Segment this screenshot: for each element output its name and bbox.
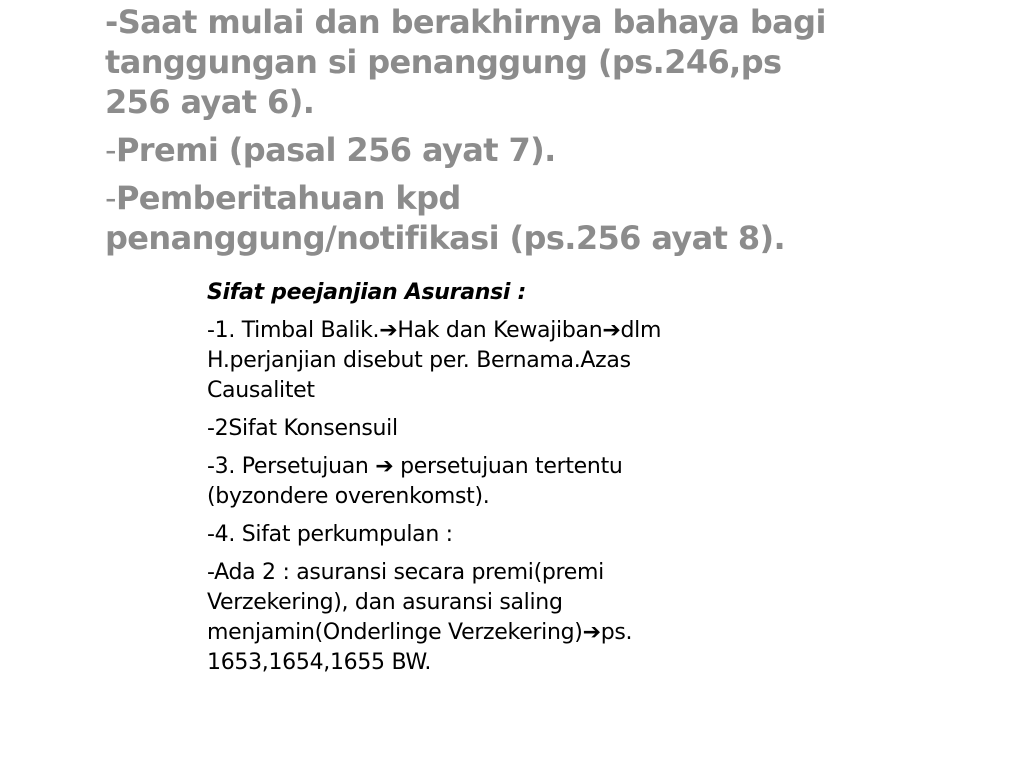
sub-section: [207, 278, 787, 686]
top-item-text: Saat mulai dan berakhirnya bahaya bagi tanggungan si penanggung (ps.246,ps 256 ayat 6).: [105, 3, 826, 121]
sub-item-text: ps. 1653,1654,1655 BW.: [207, 620, 633, 675]
top-item-premi: [105, 130, 845, 170]
sub-item-perkumpulan: -4. Sifat perkumpulan :: [207, 522, 453, 547]
arrow-right-icon: ➔: [582, 620, 601, 645]
sub-item-text: -1. Timbal Balik.: [207, 318, 380, 343]
arrow-right-icon: ➔: [375, 454, 394, 479]
top-list: [105, 2, 845, 266]
sub-item-text: -Ada 2 : asuransi secara premi(premi Verzekering), dan asuransi saling menjamin(Onderlinge Verzekering): [207, 560, 604, 645]
sub-item-timbal-balik: [207, 316, 787, 406]
top-item-dash: -: [105, 179, 116, 217]
top-item-text: Pemberitahuan kpd penanggung/notifikasi (ps.256 ayat 8).: [105, 179, 786, 257]
top-item-saat-mulai: [105, 2, 845, 122]
top-item-dash: -: [105, 131, 116, 169]
arrow-right-icon: ➔: [379, 318, 398, 343]
top-item-text: Premi (pasal 256 ayat 7).: [115, 131, 556, 169]
sub-item-konsensuil: -2Sifat Konsensuil: [207, 416, 398, 441]
sub-item-text: persetujuan tertentu (byzondere overenkomst).: [207, 454, 623, 509]
sub-section-heading: Sifat peejanjian Asuransi :: [207, 280, 526, 305]
sub-item-text: dlm H.perjanjian disebut per. Bernama.Azas Causalitet: [207, 318, 662, 403]
sub-item-text: Hak dan Kewajiban: [397, 318, 603, 343]
arrow-right-icon: ➔: [602, 318, 621, 343]
sub-item-persetujuan: [207, 452, 787, 512]
top-item-dash: -: [105, 3, 118, 41]
sub-item-text: -3. Persetujuan: [207, 454, 376, 479]
top-item-pemberitahuan: [105, 178, 845, 258]
sub-item-ada-2: [207, 558, 787, 678]
